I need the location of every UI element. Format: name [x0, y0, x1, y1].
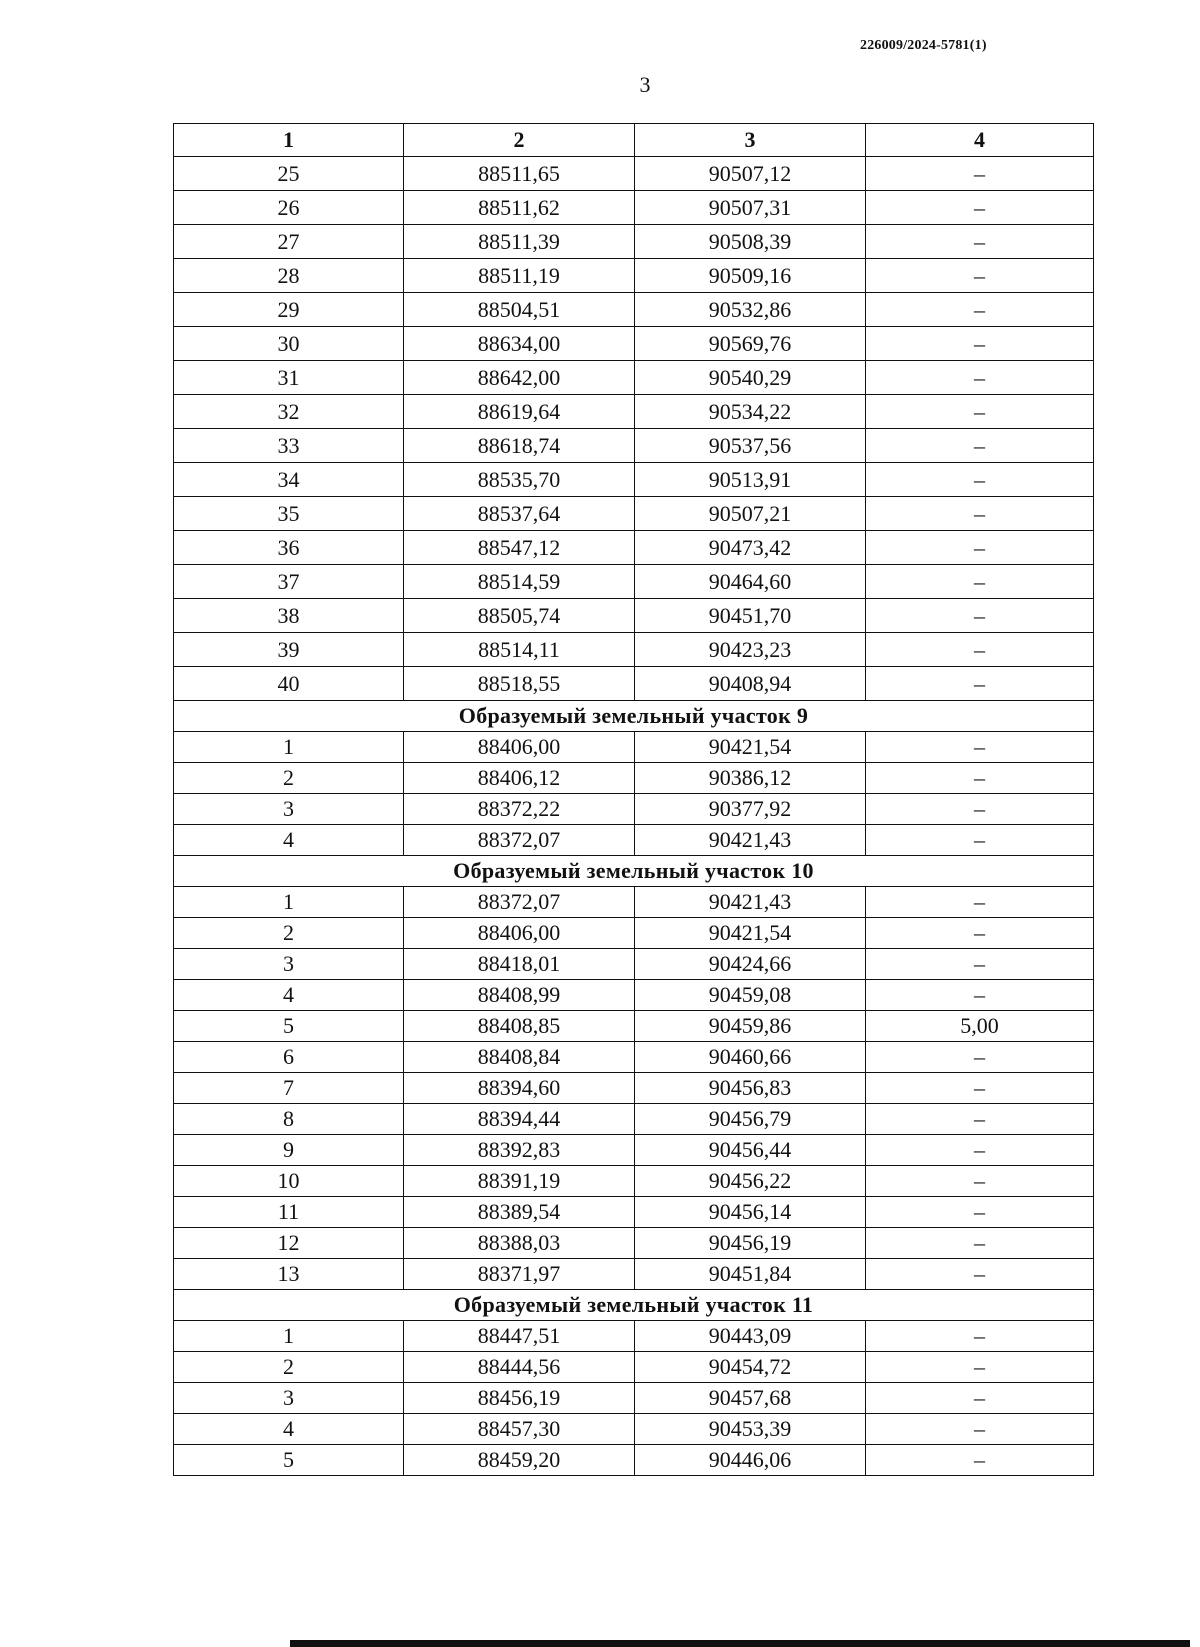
table-cell: 88642,00	[404, 361, 635, 395]
table-cell: 90456,83	[635, 1073, 866, 1104]
table-cell: 25	[174, 157, 404, 191]
table-cell: 90377,92	[635, 794, 866, 825]
table-cell: 90459,86	[635, 1011, 866, 1042]
header-cell: 4	[866, 124, 1094, 157]
scan-edge-bar	[290, 1640, 1190, 1647]
table-cell: –	[866, 225, 1094, 259]
table-cell: 5,00	[866, 1011, 1094, 1042]
table-cell: 27	[174, 225, 404, 259]
table-cell: 88511,65	[404, 157, 635, 191]
table-cell: 90454,72	[635, 1352, 866, 1383]
table-cell: 3	[174, 949, 404, 980]
table-row	[174, 1197, 1094, 1228]
table-row	[174, 980, 1094, 1011]
section-title: Образуемый земельный участок 10	[174, 856, 1094, 887]
section-row	[174, 856, 1094, 887]
table-row	[174, 497, 1094, 531]
table-cell: 90386,12	[635, 763, 866, 794]
header-cell: 1	[174, 124, 404, 157]
table-row	[174, 918, 1094, 949]
table-cell: 35	[174, 497, 404, 531]
table-cell: –	[866, 1414, 1094, 1445]
table-cell: 88518,55	[404, 667, 635, 701]
table-cell: 88406,00	[404, 918, 635, 949]
table-cell: 13	[174, 1259, 404, 1290]
table-cell: –	[866, 732, 1094, 763]
table-cell: 88459,20	[404, 1445, 635, 1476]
table-cell: 90446,06	[635, 1445, 866, 1476]
table-cell: 90532,86	[635, 293, 866, 327]
table-cell: 90569,76	[635, 327, 866, 361]
table-cell: 88406,00	[404, 732, 635, 763]
table-cell: 90457,68	[635, 1383, 866, 1414]
table-cell: 88444,56	[404, 1352, 635, 1383]
table-cell: 88447,51	[404, 1321, 635, 1352]
table-cell: 90473,42	[635, 531, 866, 565]
table-cell: 26	[174, 191, 404, 225]
table-cell: 28	[174, 259, 404, 293]
table-cell: –	[866, 918, 1094, 949]
table-cell: 90456,79	[635, 1104, 866, 1135]
table-cell: –	[866, 633, 1094, 667]
table-cell: 2	[174, 918, 404, 949]
table-cell: 11	[174, 1197, 404, 1228]
table-cell: 7	[174, 1073, 404, 1104]
table-cell: 6	[174, 1042, 404, 1073]
table-cell: 90453,39	[635, 1414, 866, 1445]
section-title: Образуемый земельный участок 9	[174, 701, 1094, 732]
table-cell: 88511,19	[404, 259, 635, 293]
table-cell: –	[866, 1352, 1094, 1383]
table-cell: 88408,99	[404, 980, 635, 1011]
table-cell: 39	[174, 633, 404, 667]
header-cell: 3	[635, 124, 866, 157]
table-cell: 90451,84	[635, 1259, 866, 1290]
table-cell: –	[866, 395, 1094, 429]
table-cell: 88511,39	[404, 225, 635, 259]
table-row	[174, 1383, 1094, 1414]
table-cell: 34	[174, 463, 404, 497]
table-cell: 2	[174, 763, 404, 794]
table-cell: 88389,54	[404, 1197, 635, 1228]
table-cell: 1	[174, 887, 404, 918]
table-cell: 30	[174, 327, 404, 361]
table-cell: 88505,74	[404, 599, 635, 633]
table-row	[174, 633, 1094, 667]
table-cell: 88457,30	[404, 1414, 635, 1445]
table-cell: –	[866, 1135, 1094, 1166]
table-cell: –	[866, 667, 1094, 701]
table-row	[174, 395, 1094, 429]
table-cell: –	[866, 1228, 1094, 1259]
table-cell: –	[866, 293, 1094, 327]
table-row	[174, 1228, 1094, 1259]
table-row	[174, 1135, 1094, 1166]
table-cell: 88418,01	[404, 949, 635, 980]
table-cell: 90460,66	[635, 1042, 866, 1073]
table-row	[174, 157, 1094, 191]
table-cell: 90508,39	[635, 225, 866, 259]
table-row	[174, 1414, 1094, 1445]
table-cell: 88504,51	[404, 293, 635, 327]
table-cell: 31	[174, 361, 404, 395]
table-cell: 40	[174, 667, 404, 701]
table-cell: –	[866, 599, 1094, 633]
table-cell: –	[866, 825, 1094, 856]
table-cell: –	[866, 1197, 1094, 1228]
table-cell: 90459,08	[635, 980, 866, 1011]
table-row	[174, 887, 1094, 918]
table-cell: 90451,70	[635, 599, 866, 633]
table-cell: 38	[174, 599, 404, 633]
table-row	[174, 1352, 1094, 1383]
table-cell: 88392,83	[404, 1135, 635, 1166]
table-cell: 2	[174, 1352, 404, 1383]
table-cell: –	[866, 497, 1094, 531]
table-cell: 88535,70	[404, 463, 635, 497]
header-cell: 2	[404, 124, 635, 157]
table-cell: –	[866, 531, 1094, 565]
table-cell: –	[866, 157, 1094, 191]
table-cell: 88537,64	[404, 497, 635, 531]
table-cell: 90456,22	[635, 1166, 866, 1197]
table-cell: –	[866, 1445, 1094, 1476]
table-cell: 90534,22	[635, 395, 866, 429]
table-row	[174, 531, 1094, 565]
section-row	[174, 1290, 1094, 1321]
table-cell: 88547,12	[404, 531, 635, 565]
table-cell: 90421,54	[635, 732, 866, 763]
table-cell: 32	[174, 395, 404, 429]
table-cell: 90408,94	[635, 667, 866, 701]
table-cell: 10	[174, 1166, 404, 1197]
table-cell: 88514,59	[404, 565, 635, 599]
table-cell: 3	[174, 1383, 404, 1414]
table-cell: 90464,60	[635, 565, 866, 599]
table-cell: 88372,22	[404, 794, 635, 825]
table-cell: 90424,66	[635, 949, 866, 980]
table-row	[174, 1259, 1094, 1290]
section-row	[174, 701, 1094, 732]
table-cell: –	[866, 259, 1094, 293]
table-row	[174, 1321, 1094, 1352]
table-row	[174, 667, 1094, 701]
table-cell: –	[866, 887, 1094, 918]
table-cell: –	[866, 1321, 1094, 1352]
table-row	[174, 191, 1094, 225]
table-cell: 33	[174, 429, 404, 463]
table-cell: –	[866, 565, 1094, 599]
table-cell: 4	[174, 980, 404, 1011]
table-cell: 29	[174, 293, 404, 327]
table-cell: 90509,16	[635, 259, 866, 293]
table-cell: 9	[174, 1135, 404, 1166]
document-number: 226009/2024-5781(1)	[860, 38, 987, 53]
table-row	[174, 1104, 1094, 1135]
table-row	[174, 259, 1094, 293]
table-row	[174, 1042, 1094, 1073]
table-cell: 88408,85	[404, 1011, 635, 1042]
table-cell: 90456,44	[635, 1135, 866, 1166]
table-cell: 5	[174, 1445, 404, 1476]
table-cell: 90513,91	[635, 463, 866, 497]
table-row	[174, 293, 1094, 327]
table-cell: –	[866, 463, 1094, 497]
table-row	[174, 732, 1094, 763]
table-cell: 8	[174, 1104, 404, 1135]
table-cell: 90537,56	[635, 429, 866, 463]
table-cell: 90456,19	[635, 1228, 866, 1259]
table-row	[174, 1011, 1094, 1042]
table-cell: 88372,07	[404, 887, 635, 918]
table-cell: 88634,00	[404, 327, 635, 361]
table-cell: –	[866, 980, 1094, 1011]
table-row	[174, 1166, 1094, 1197]
table-cell: 88394,60	[404, 1073, 635, 1104]
table-cell: 90443,09	[635, 1321, 866, 1352]
page-number: 3	[639, 72, 651, 97]
table-cell: 90421,43	[635, 825, 866, 856]
table-cell: –	[866, 763, 1094, 794]
table-cell: 88406,12	[404, 763, 635, 794]
table-row	[174, 1073, 1094, 1104]
table-cell: –	[866, 327, 1094, 361]
table-cell: 5	[174, 1011, 404, 1042]
table-row	[174, 794, 1094, 825]
table-cell: 3	[174, 794, 404, 825]
table-row	[174, 825, 1094, 856]
table-cell: –	[866, 1166, 1094, 1197]
table-cell: 90507,31	[635, 191, 866, 225]
table-row	[174, 599, 1094, 633]
table-cell: 90456,14	[635, 1197, 866, 1228]
table-cell: 88514,11	[404, 633, 635, 667]
table-cell: 88408,84	[404, 1042, 635, 1073]
table-cell: 1	[174, 732, 404, 763]
table-cell: 90421,54	[635, 918, 866, 949]
table-body	[174, 157, 1094, 1476]
table-cell: –	[866, 1104, 1094, 1135]
table-row	[174, 949, 1094, 980]
table-row	[174, 225, 1094, 259]
table-cell: –	[866, 361, 1094, 395]
table-row	[174, 1445, 1094, 1476]
table-cell: 90507,21	[635, 497, 866, 531]
table-row	[174, 565, 1094, 599]
table-cell: 88372,07	[404, 825, 635, 856]
table-cell: 12	[174, 1228, 404, 1259]
table-row	[174, 463, 1094, 497]
table-cell: –	[866, 1259, 1094, 1290]
table-cell: 90423,23	[635, 633, 866, 667]
table-cell: 88456,19	[404, 1383, 635, 1414]
table-row	[174, 429, 1094, 463]
table-cell: 88388,03	[404, 1228, 635, 1259]
section-title: Образуемый земельный участок 11	[174, 1290, 1094, 1321]
table-cell: 88391,19	[404, 1166, 635, 1197]
table-row	[174, 361, 1094, 395]
table-cell: 88618,74	[404, 429, 635, 463]
table-cell: 88371,97	[404, 1259, 635, 1290]
table-cell: 88511,62	[404, 191, 635, 225]
table-row	[174, 763, 1094, 794]
table-header-row	[174, 124, 1094, 157]
table-cell: –	[866, 1383, 1094, 1414]
table-cell: 88619,64	[404, 395, 635, 429]
table-cell: 90507,12	[635, 157, 866, 191]
table-cell: 88394,44	[404, 1104, 635, 1135]
table-cell: –	[866, 1042, 1094, 1073]
table-cell: –	[866, 794, 1094, 825]
table-cell: –	[866, 1073, 1094, 1104]
table-cell: 1	[174, 1321, 404, 1352]
table-cell: –	[866, 191, 1094, 225]
coordinates-table	[173, 123, 1094, 1476]
table-row	[174, 327, 1094, 361]
table-cell: –	[866, 949, 1094, 980]
table-cell: 4	[174, 1414, 404, 1445]
table-cell: –	[866, 429, 1094, 463]
table-cell: 4	[174, 825, 404, 856]
table-cell: 36	[174, 531, 404, 565]
table-cell: 90421,43	[635, 887, 866, 918]
table-cell: 37	[174, 565, 404, 599]
table-cell: 90540,29	[635, 361, 866, 395]
